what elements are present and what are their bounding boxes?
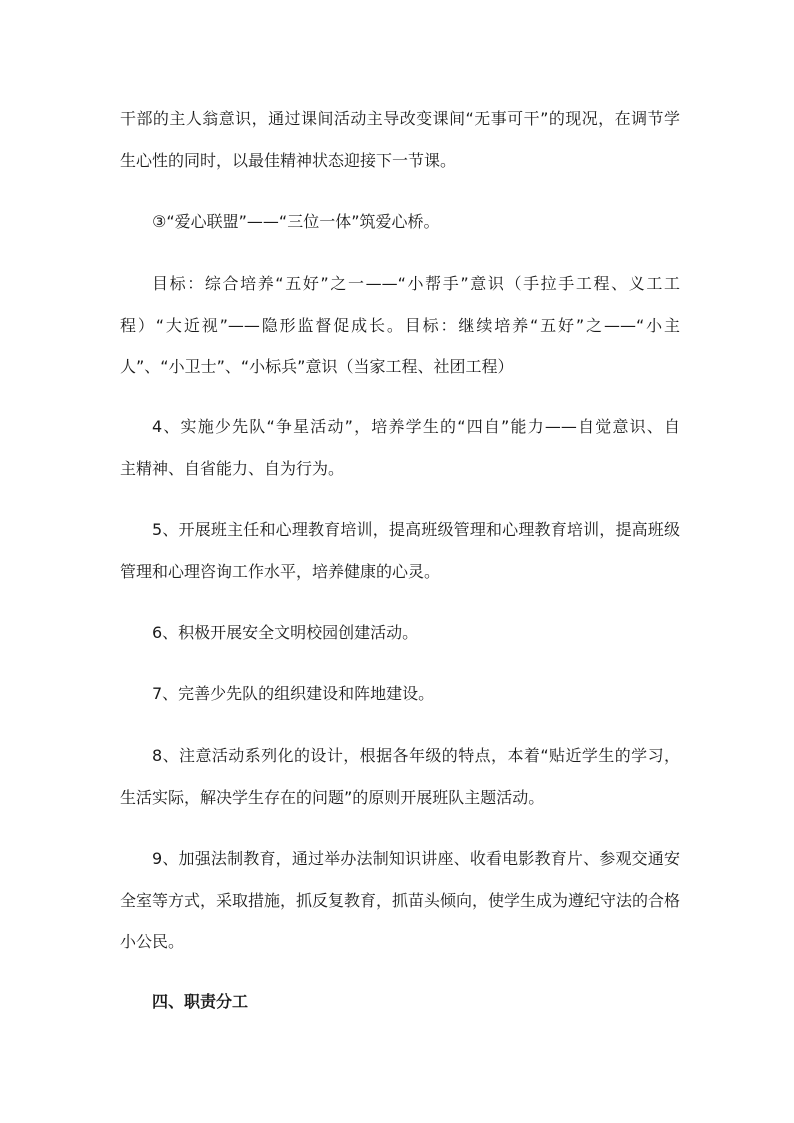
paragraph-item-4	[120, 406, 680, 489]
paragraph-item-8	[120, 735, 680, 818]
paragraph-item-7	[152, 673, 680, 715]
text-line: 主精神、自省能力、自为行为。	[120, 458, 345, 478]
section-heading	[152, 981, 680, 1023]
text-line: 生心性的同时，以最佳精神状态迎接下一节课。	[120, 150, 457, 170]
paragraph-love-alliance	[152, 201, 680, 243]
text-line: 5、开展班主任和心理教育培训，提高班级管理和心理教育培训，提高班级	[152, 520, 680, 539]
text-line: 8、注意活动系列化的设计，根据各年级的特点，本着“贴近学生的学习，	[152, 746, 680, 765]
text-line: 生活实际，解决学生存在的问题”的原则开展班队主题活动。	[120, 787, 545, 807]
text-line: 小公民。	[120, 932, 185, 951]
text-line: 4、实施少先队“争星活动”，培养学生的“四自”能力——自觉意识、自	[152, 417, 680, 436]
text-line: 干部的主人翁意识，通过课间活动主导改变课间“无事可干”的现况，在调节学	[120, 109, 680, 128]
paragraph-item-6	[152, 612, 680, 654]
paragraph-goals	[120, 263, 680, 388]
text-line: ③“爱心联盟”——“三位一体”筑爱心桥。	[152, 212, 440, 231]
text-line: 9、加强法制教育，通过举办法制知识讲座、收看电影教育片、参观交通安	[152, 849, 680, 868]
text-line: 目标：综合培养“五好”之一——“小帮手”意识（手拉手工程、义工工	[152, 274, 680, 293]
text-line: 管理和心理咨询工作水平，培养健康的心灵。	[120, 561, 441, 581]
text-line: 人”、“小卫士”、“小标兵”意识（当家工程、社团工程）	[120, 357, 514, 376]
text-line: 程）“大近视”——隐形监督促成长。目标：继续培养“五好”之——“小主	[120, 315, 680, 335]
text-line: 6、积极开展安全文明校园创建活动。	[152, 623, 419, 642]
section-heading-text: 四、职责分工	[152, 992, 249, 1011]
text-line: 全室等方式，采取措施，抓反复教育，抓苗头倾向，使学生成为遵纪守法的合格	[120, 890, 681, 910]
paragraph-item-5	[120, 509, 680, 592]
paragraph-continuation	[120, 98, 680, 181]
paragraph-item-9	[120, 838, 680, 963]
text-line: 7、完善少先队的组织建设和阵地建设。	[152, 684, 435, 703]
